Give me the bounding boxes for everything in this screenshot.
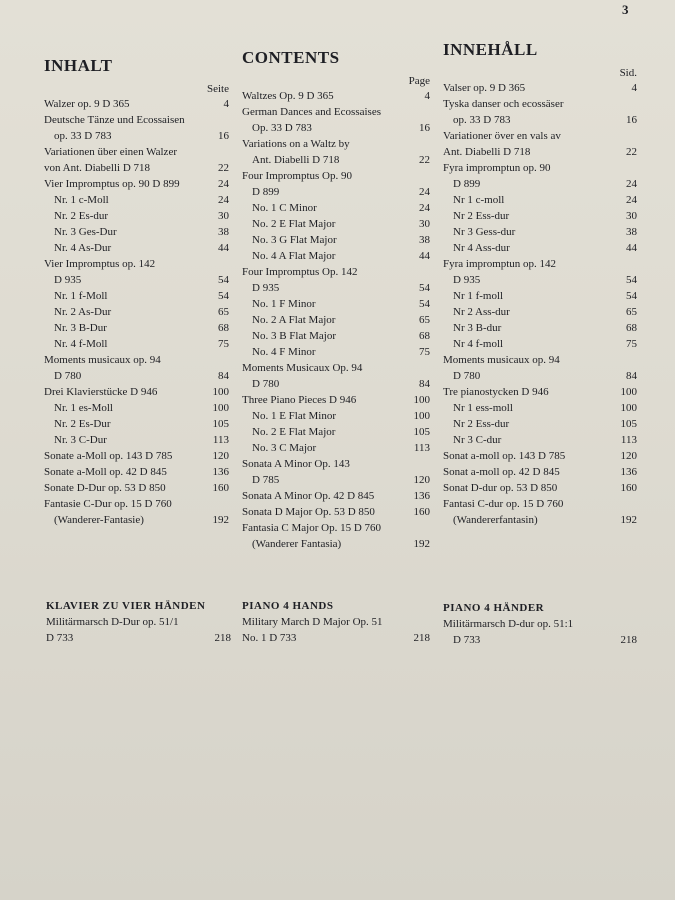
entry-title: Sonat a-moll op. 143 D 785 (443, 450, 566, 462)
entry-title: Variations on a Waltz by (242, 138, 350, 150)
column-german (44, 56, 229, 528)
toc-entry (44, 448, 229, 464)
entry-page-number: 24 (626, 178, 637, 190)
entry-title: Variationen über einen Walzer (44, 146, 177, 158)
section-title: KLAVIER ZU VIER HÄNDEN (46, 600, 206, 612)
entry-page-number: 160 (212, 482, 229, 494)
entry-page-number: 75 (218, 338, 229, 350)
entry-title: Fantasia C Major Op. 15 D 760 (242, 522, 382, 534)
page-column-header: Page (408, 75, 430, 87)
toc-entry (443, 128, 637, 144)
entry-page-number: 16 (419, 122, 430, 134)
entry-page-number: 4 (424, 90, 430, 102)
entry-title: D 935 (453, 274, 481, 286)
entry-title: D 899 (453, 178, 481, 190)
entry-title: Sonate a-Moll op. 42 D 845 (44, 466, 167, 478)
toc-entry (44, 128, 229, 144)
entry-title: Sonat D-dur op. 53 D 850 (443, 482, 558, 494)
entry-title: No. 1 D 733 (242, 632, 297, 644)
toc-entries (443, 80, 637, 528)
toc-entry (443, 240, 637, 256)
entry-page-number: 100 (212, 386, 229, 398)
entry-title: Nr. 4 f-Moll (54, 338, 108, 350)
toc-entry (44, 400, 229, 416)
entry-title: Tre pianostycken D 946 (443, 386, 549, 398)
toc-entry (443, 616, 637, 632)
entry-page-number: 136 (620, 466, 637, 478)
entry-page-number: 113 (212, 434, 229, 446)
entry-title: Nr. 1 c-Moll (54, 194, 109, 206)
entry-title: Militärmarsch D-Dur op. 51/1 (46, 616, 179, 628)
entry-page-number: 44 (218, 242, 229, 254)
entry-title: Sonata A Minor Op. 143 (242, 458, 350, 470)
entry-page-number: 218 (620, 634, 637, 646)
toc-entry (242, 264, 430, 280)
toc-entry (443, 208, 637, 224)
entry-title: op. 33 D 783 (54, 130, 112, 142)
toc-entry (443, 288, 637, 304)
toc-entry (443, 320, 637, 336)
toc-entry (44, 416, 229, 432)
entry-title: German Dances and Ecossaises (242, 106, 381, 118)
entry-page-number: 54 (419, 282, 430, 294)
toc-entry (443, 368, 637, 384)
entry-title: Vier Impromptus op. 90 D 899 (44, 178, 180, 190)
entry-title: Sonata A Minor Op. 42 D 845 (242, 490, 375, 502)
entry-page-number: 54 (218, 290, 229, 302)
entry-page-number: 84 (419, 378, 430, 390)
toc-entry (242, 88, 430, 104)
entry-title: Nr 3 Gess-dur (453, 226, 516, 238)
entry-title: No. 2 E Flat Major (252, 218, 336, 230)
entry-page-number: 113 (413, 442, 430, 454)
section-title: PIANO 4 HANDS (242, 600, 334, 612)
entry-title: Four Impromptus Op. 142 (242, 266, 358, 278)
toc-entry (443, 224, 637, 240)
column-title: INNEHÅLL (443, 40, 538, 59)
toc-entry (44, 160, 229, 176)
entry-title: Nr 1 ess-moll (453, 402, 513, 414)
toc-entries (44, 96, 229, 528)
toc-entry (242, 200, 430, 216)
toc-entry (46, 614, 231, 630)
entry-page-number: 113 (620, 434, 637, 446)
entry-title: Variationer över en vals av (443, 130, 561, 142)
section-four-hands-english (242, 598, 430, 646)
entry-title: D 733 (46, 632, 74, 644)
toc-entry (44, 176, 229, 192)
toc-entry (242, 488, 430, 504)
toc-entry (443, 400, 637, 416)
toc-entry (242, 248, 430, 264)
entry-page-number: 160 (620, 482, 637, 494)
toc-entry (443, 144, 637, 160)
entry-page-number: 218 (413, 632, 430, 644)
entry-title: Fantasi C-dur op. 15 D 760 (443, 498, 564, 510)
entry-title: Nr 3 B-dur (453, 322, 502, 334)
entry-title: Tyska danser och ecossäser (443, 98, 564, 110)
entry-page-number: 120 (212, 450, 229, 462)
entry-title: Nr. 2 Es-dur (54, 210, 109, 222)
entry-title: Nr. 1 es-Moll (54, 402, 113, 414)
entry-title: No. 1 C Minor (252, 202, 317, 214)
entry-page-number: 38 (218, 226, 229, 238)
toc-entry (242, 456, 430, 472)
entry-page-number: 68 (419, 330, 430, 342)
toc-entry (44, 496, 229, 512)
toc-entry (242, 424, 430, 440)
entry-page-number: 120 (413, 474, 430, 486)
entry-page-number: 44 (419, 250, 430, 262)
entry-page-number: 44 (626, 242, 637, 254)
entry-page-number: 100 (413, 394, 430, 406)
toc-entry (44, 256, 229, 272)
toc-entry (44, 96, 229, 112)
toc-entry (44, 208, 229, 224)
toc-entry (242, 120, 430, 136)
entry-title: Fyra impromptun op. 90 (443, 162, 551, 174)
entry-title: Waltzes Op. 9 D 365 (242, 90, 334, 102)
entry-title: Sonata D Major Op. 53 D 850 (242, 506, 375, 518)
toc-entries (242, 88, 430, 552)
entry-page-number: 30 (419, 218, 430, 230)
toc-entry (242, 630, 430, 646)
entry-title: Sonate a-Moll op. 143 D 785 (44, 450, 173, 462)
entry-page-number: 22 (626, 146, 637, 158)
entry-title: Nr 2 Ess-dur (453, 418, 510, 430)
entry-page-number: 24 (419, 202, 430, 214)
entry-page-number: 105 (212, 418, 229, 430)
entry-title: Ant. Diabelli D 718 (252, 154, 340, 166)
entry-title: D 935 (252, 282, 280, 294)
entry-page-number: 100 (620, 386, 637, 398)
toc-entry (242, 360, 430, 376)
entry-title: D 899 (252, 186, 280, 198)
entry-page-number: 192 (413, 538, 430, 550)
entry-page-number: 16 (218, 130, 229, 142)
toc-entry (242, 344, 430, 360)
toc-entry (44, 512, 229, 528)
entry-title: Militärmarsch D-dur op. 51:1 (443, 618, 574, 630)
toc-entry (443, 448, 637, 464)
column-swedish (443, 40, 637, 528)
entry-title: Sonat a-moll op. 42 D 845 (443, 466, 560, 478)
entry-title: Fyra impromptun op. 142 (443, 258, 557, 270)
toc-entry (242, 184, 430, 200)
entry-title: Ant. Diabelli D 718 (443, 146, 531, 158)
entry-title: Walzer op. 9 D 365 (44, 98, 130, 110)
toc-entry (242, 232, 430, 248)
toc-entry (44, 320, 229, 336)
toc-entry (44, 480, 229, 496)
entry-title: Moments Musicaux Op. 94 (242, 362, 363, 374)
entry-page-number: 30 (626, 210, 637, 222)
toc-entry (443, 336, 637, 352)
entry-title: (Wanderer-Fantasie) (54, 514, 144, 526)
toc-entry (242, 440, 430, 456)
entry-title: Nr 3 C-dur (453, 434, 502, 446)
entry-page-number: 75 (626, 338, 637, 350)
entry-title: Nr 2 Ass-dur (453, 306, 510, 318)
entry-page-number: 54 (626, 290, 637, 302)
toc-entry (443, 384, 637, 400)
toc-entry (242, 168, 430, 184)
toc-entry (443, 432, 637, 448)
toc-entry (44, 432, 229, 448)
entry-page-number: 68 (626, 322, 637, 334)
toc-entry (242, 392, 430, 408)
entry-page-number: 54 (419, 298, 430, 310)
toc-entry (242, 152, 430, 168)
entry-title: Valser op. 9 D 365 (443, 82, 526, 94)
entry-page-number: 84 (218, 370, 229, 382)
section-title: PIANO 4 HÄNDER (443, 602, 545, 614)
section-entries (443, 616, 637, 648)
entry-page-number: 65 (218, 306, 229, 318)
toc-entry (242, 296, 430, 312)
entry-title: Fantasie C-Dur op. 15 D 760 (44, 498, 172, 510)
toc-entry (443, 352, 637, 368)
entry-title: D 935 (54, 274, 82, 286)
toc-entry (242, 504, 430, 520)
entry-title: D 733 (453, 634, 481, 646)
entry-page-number: 192 (620, 514, 637, 526)
entry-page-number: 65 (626, 306, 637, 318)
entry-title: Nr 4 f-moll (453, 338, 504, 350)
entry-page-number: 22 (419, 154, 430, 166)
toc-entry (443, 160, 637, 176)
entry-page-number: 160 (413, 506, 430, 518)
entry-page-number: 105 (620, 418, 637, 430)
toc-entry (443, 480, 637, 496)
toc-entry (443, 304, 637, 320)
entry-title: Nr 1 c-moll (453, 194, 505, 206)
entry-page-number: 16 (626, 114, 637, 126)
entry-title: Military March D Major Op. 51 (242, 616, 383, 628)
entry-title: Nr. 4 As-Dur (54, 242, 112, 254)
toc-entry (44, 336, 229, 352)
toc-entry (242, 472, 430, 488)
entry-title: Nr. 2 Es-Dur (54, 418, 111, 430)
entry-title: No. 4 A Flat Major (252, 250, 336, 262)
entry-title: Nr. 1 f-Moll (54, 290, 108, 302)
entry-title: Four Impromptus Op. 90 (242, 170, 352, 182)
entry-page-number: 120 (620, 450, 637, 462)
entry-title: No. 2 A Flat Major (252, 314, 336, 326)
toc-entry (44, 368, 229, 384)
toc-entry (242, 136, 430, 152)
entry-title: Op. 33 D 783 (252, 122, 312, 134)
entry-page-number: 136 (413, 490, 430, 502)
page-column-header: Sid. (619, 67, 637, 79)
entry-title: Nr. 3 B-Dur (54, 322, 107, 334)
entry-page-number: 30 (218, 210, 229, 222)
entry-page-number: 136 (212, 466, 229, 478)
toc-entry (44, 112, 229, 128)
entry-title: Drei Klavierstücke D 946 (44, 386, 158, 398)
toc-entry (44, 352, 229, 368)
toc-entry (443, 112, 637, 128)
entry-page-number: 84 (626, 370, 637, 382)
entry-title: No. 4 F Minor (252, 346, 316, 358)
entry-page-number: 24 (218, 194, 229, 206)
toc-entry (242, 280, 430, 296)
section-entries (242, 614, 430, 646)
toc-entry (44, 272, 229, 288)
entry-page-number: 24 (626, 194, 637, 206)
toc-entry (44, 304, 229, 320)
column-title: INHALT (44, 56, 113, 75)
toc-entry (44, 192, 229, 208)
toc-entry (46, 630, 231, 646)
entry-title: No. 2 E Flat Major (252, 426, 336, 438)
entry-page-number: 100 (212, 402, 229, 414)
page-column-header: Seite (207, 83, 229, 95)
toc-entry (44, 144, 229, 160)
toc-entry (242, 312, 430, 328)
toc-entry (242, 376, 430, 392)
entry-page-number: 100 (413, 410, 430, 422)
toc-entry (44, 464, 229, 480)
entry-title: D 780 (252, 378, 280, 390)
entry-page-number: 218 (214, 632, 231, 644)
entry-title: D 780 (54, 370, 82, 382)
entry-page-number: 100 (620, 402, 637, 414)
entry-title: No. 1 F Minor (252, 298, 316, 310)
entry-title: Nr 1 f-moll (453, 290, 504, 302)
toc-entry (44, 288, 229, 304)
toc-entry (443, 416, 637, 432)
entry-title: No. 1 E Flat Minor (252, 410, 337, 422)
entry-title: No. 3 G Flat Major (252, 234, 337, 246)
entry-page-number: 192 (212, 514, 229, 526)
toc-entry (242, 614, 430, 630)
toc-entry (242, 408, 430, 424)
toc-entry (242, 104, 430, 120)
entry-title: Sonate D-Dur op. 53 D 850 (44, 482, 166, 494)
entry-title: Nr. 3 Ges-Dur (54, 226, 117, 238)
entry-page-number: 54 (218, 274, 229, 286)
entry-page-number: 22 (218, 162, 229, 174)
entry-title: von Ant. Diabelli D 718 (44, 162, 151, 174)
toc-entry (443, 192, 637, 208)
entry-title: Nr. 2 As-Dur (54, 306, 112, 318)
section-four-hands-swedish (443, 600, 637, 648)
entry-page-number: 24 (419, 186, 430, 198)
toc-entry (443, 512, 637, 528)
entry-title: Moments musicaux op. 94 (44, 354, 161, 366)
toc-entry (443, 496, 637, 512)
toc-entry (242, 328, 430, 344)
entry-title: No. 3 C Major (252, 442, 317, 454)
entry-page-number: 24 (218, 178, 229, 190)
entry-page-number: 54 (626, 274, 637, 286)
section-entries (46, 614, 231, 646)
toc-entry (242, 216, 430, 232)
page-number: 3 (622, 2, 629, 17)
toc-entry (44, 240, 229, 256)
entry-page-number: 4 (631, 82, 637, 94)
entry-page-number: 4 (223, 98, 229, 110)
toc-entry (242, 536, 430, 552)
entry-title: Moments musicaux op. 94 (443, 354, 560, 366)
toc-entry (443, 272, 637, 288)
entry-title: (Wanderer Fantasia) (252, 538, 342, 550)
toc-entry (443, 176, 637, 192)
entry-title: (Wandererfantasin) (453, 514, 538, 526)
entry-page-number: 38 (419, 234, 430, 246)
toc-entry (443, 632, 637, 648)
entry-title: op. 33 D 783 (453, 114, 511, 126)
toc-entry (443, 80, 637, 96)
entry-page-number: 65 (419, 314, 430, 326)
toc-entry (443, 96, 637, 112)
entry-page-number: 75 (419, 346, 430, 358)
entry-title: D 785 (252, 474, 280, 486)
entry-title: Nr. 3 C-Dur (54, 434, 107, 446)
column-english (242, 48, 430, 552)
section-four-hands-german (46, 598, 231, 646)
toc-entry (44, 384, 229, 400)
entry-title: Deutsche Tänze und Ecossaisen (44, 114, 185, 126)
toc-entry (443, 464, 637, 480)
column-title: CONTENTS (242, 48, 340, 67)
entry-title: Three Piano Pieces D 946 (242, 394, 357, 406)
entry-page-number: 105 (413, 426, 430, 438)
entry-title: Vier Impromptus op. 142 (44, 258, 156, 270)
toc-entry (443, 256, 637, 272)
entry-title: D 780 (453, 370, 481, 382)
entry-title: Nr 2 Ess-dur (453, 210, 510, 222)
entry-page-number: 38 (626, 226, 637, 238)
toc-entry (44, 224, 229, 240)
entry-title: Nr 4 Ass-dur (453, 242, 510, 254)
toc-entry (242, 520, 430, 536)
entry-page-number: 68 (218, 322, 229, 334)
entry-title: No. 3 B Flat Major (252, 330, 337, 342)
